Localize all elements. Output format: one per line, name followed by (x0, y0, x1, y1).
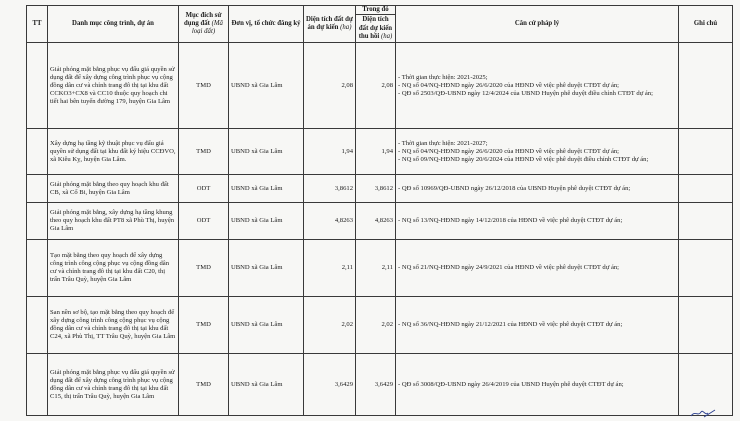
cell-tt (27, 297, 48, 354)
cell-note (679, 129, 733, 175)
cell-tt (27, 175, 48, 203)
cell-area: 2,08 (304, 43, 356, 129)
table-row (27, 297, 733, 354)
cell-organization: UBND xã Gia Lâm (229, 129, 304, 175)
cell-organization: UBND xã Gia Lâm (229, 203, 304, 240)
legal-line: - NQ số 04/NQ-HĐND ngày 26/6/2020 của HĐND về việc phê duyệt CTĐT dự án; (398, 81, 620, 89)
cell-legal-basis (396, 297, 679, 354)
header-area-recovered (356, 15, 396, 43)
land-use-projects-table (26, 5, 733, 416)
table-row (27, 43, 733, 129)
header-purpose-note: (Mã loại đất) (191, 19, 223, 36)
header-area-label: Diện tích đất dự án dự kiến (306, 15, 353, 32)
header-in-which: Trong đó (356, 6, 396, 15)
cell-project-name: San nền sơ bộ, tạo mặt bằng theo quy hoạch để xây dựng công trình công cộng phục vụ cộng đồng dân cư và chỉnh trang đô thị tại khu đất C24, xã Phù Thị, TT Trâu Quỳ, huyện Gia Lâm (48, 297, 179, 354)
header-area-unit: (ha) (340, 24, 352, 32)
cell-legal-basis (396, 43, 679, 129)
cell-purpose: TMD (179, 240, 229, 297)
cell-area: 3,6429 (304, 354, 356, 416)
header-area-recovered-label: Diện tích đất dự kiến thu hồi (358, 16, 393, 40)
cell-area-recovered: 3,6429 (356, 354, 396, 416)
cell-legal-basis (396, 175, 679, 203)
legal-line: - Thời gian thực hiện: 2021-2025; (398, 73, 488, 81)
cell-area-recovered: 2,08 (356, 43, 396, 129)
cell-tt (27, 240, 48, 297)
cell-purpose: TMD (179, 43, 229, 129)
legal-line: - NQ số 04/NQ-HĐND ngày 26/6/2020 của HĐND về việc phê duyệt CTĐT dự án; (398, 147, 620, 155)
header-organization: Đơn vị, tổ chức đăng ký (229, 6, 304, 43)
table-row (27, 354, 733, 416)
cell-note (679, 175, 733, 203)
legal-line: - QĐ số 2503/QĐ-UBND ngày 12/4/2024 của UBND Huyện phê duyệt điều chỉnh CTĐT dự án; (398, 89, 653, 97)
cell-purpose: ODT (179, 203, 229, 240)
cell-legal-basis (396, 240, 679, 297)
cell-area: 1,94 (304, 129, 356, 175)
cell-area-recovered: 1,94 (356, 129, 396, 175)
handwritten-mark-icon (690, 408, 716, 418)
cell-area: 4,8263 (304, 203, 356, 240)
cell-project-name: Giải phóng mặt bằng phục vụ đấu giá quyền sử dụng đất để xây dựng công trình phục vụ cộng đồng dân cư và chỉnh trang đô thị tại khu đất CCKO3+CX8 và CC10 thuộc quy hoạch chi tiết hai bên tuyến đường 179, huyện Gia Lâm (48, 43, 179, 129)
table-row (27, 175, 733, 203)
cell-purpose: TMD (179, 129, 229, 175)
cell-area: 2,02 (304, 297, 356, 354)
header-purpose-label: Mục đích sử dụng đất (184, 11, 222, 27)
cell-organization: UBND xã Gia Lâm (229, 240, 304, 297)
cell-organization: UBND xã Gia Lâm (229, 297, 304, 354)
header-note: Ghi chú (679, 6, 733, 43)
cell-tt (27, 203, 48, 240)
cell-note (679, 354, 733, 416)
table-row (27, 203, 733, 240)
table-body (27, 43, 733, 416)
cell-area: 3,8612 (304, 175, 356, 203)
header-area (304, 6, 356, 43)
cell-project-name: Giải phóng mặt bằng phục vụ đấu giá quyền sử dụng đất để xây dựng công trình phục vụ cộng đồng dân cư và chỉnh trang đô thị tại khu đất C15, thị trấn Trâu Quỳ, huyện Gia Lâm (48, 354, 179, 416)
legal-line: - NQ số 21/NQ-HĐND ngày 24/9/2021 của HĐND về việc phê duyệt CTĐT dự án; (398, 264, 620, 272)
table-row (27, 129, 733, 175)
cell-purpose: TMD (179, 354, 229, 416)
cell-note (679, 240, 733, 297)
cell-area-recovered: 3,8612 (356, 175, 396, 203)
cell-note (679, 43, 733, 129)
cell-area-recovered: 4,8263 (356, 203, 396, 240)
cell-purpose: TMD (179, 297, 229, 354)
cell-area: 2,11 (304, 240, 356, 297)
cell-organization: UBND xã Gia Lâm (229, 43, 304, 129)
cell-legal-basis (396, 129, 679, 175)
cell-project-name: Xây dựng hạ tầng kỹ thuật phục vụ đấu giá quyền sử dụng đất tại khu đất ký hiệu CCĐVO, xã Kiêu Kỵ, huyện Gia Lâm. (48, 129, 179, 175)
table-row (27, 240, 733, 297)
legal-line: - NQ số 13/NQ-HĐND ngày 14/12/2018 của HĐND về việc phê duyệt CTĐT dự án; (398, 217, 623, 225)
cell-project-name: Giải phóng mặt bằng theo quy hoạch khu đất CB, xã Cổ Bi, huyện Gia Lâm (48, 175, 179, 203)
legal-line: - NQ số 09/NQ-HĐND ngày 20/6/2024 của HĐND về việc phê duyệt điều chỉnh CTĐT dự án; (398, 155, 649, 163)
cell-area-recovered: 2,02 (356, 297, 396, 354)
legal-line: - NQ số 36/NQ-HĐND ngày 21/12/2021 của HĐND về việc phê duyệt CTĐT dự án; (398, 321, 623, 329)
cell-area-recovered: 2,11 (356, 240, 396, 297)
cell-organization: UBND xã Gia Lâm (229, 354, 304, 416)
header-purpose (179, 6, 229, 43)
cell-note (679, 297, 733, 354)
cell-note (679, 203, 733, 240)
header-tt: TT (27, 6, 48, 43)
cell-legal-basis (396, 203, 679, 240)
cell-purpose: ODT (179, 175, 229, 203)
legal-line: - QĐ số 10969/QĐ-UBND ngày 26/12/2018 của UBND Huyện phê duyệt CTĐT dự án; (398, 184, 631, 192)
cell-tt (27, 354, 48, 416)
cell-legal-basis (396, 354, 679, 416)
cell-organization: UBND xã Gia Lâm (229, 175, 304, 203)
table-header (27, 6, 733, 43)
cell-project-name: Giải phóng mặt bằng, xây dựng hạ tầng khung theo quy hoạch khu đất PT8 xã Phù Thị, huyện Gia Lâm (48, 203, 179, 240)
cell-project-name: Tạo mặt bằng theo quy hoạch để xây dựng công trình công cộng phục vụ cộng đồng dân cư và chỉnh trang đô thị tại khu đất C20, thị trấn Trâu Quỳ, huyện Gia Lâm (48, 240, 179, 297)
header-project-name: Danh mục công trình, dự án (48, 6, 179, 43)
header-legal-basis: Căn cứ pháp lý (396, 6, 679, 43)
cell-tt (27, 129, 48, 175)
legal-line: - QĐ số 3008/QĐ-UBND ngày 26/4/2019 của UBND Huyện phê duyệt CTĐT dự án; (398, 380, 624, 388)
legal-line: - Thời gian thực hiện: 2021-2027; (398, 139, 488, 147)
header-area-recovered-unit: (ha) (380, 32, 393, 40)
cell-tt (27, 43, 48, 129)
